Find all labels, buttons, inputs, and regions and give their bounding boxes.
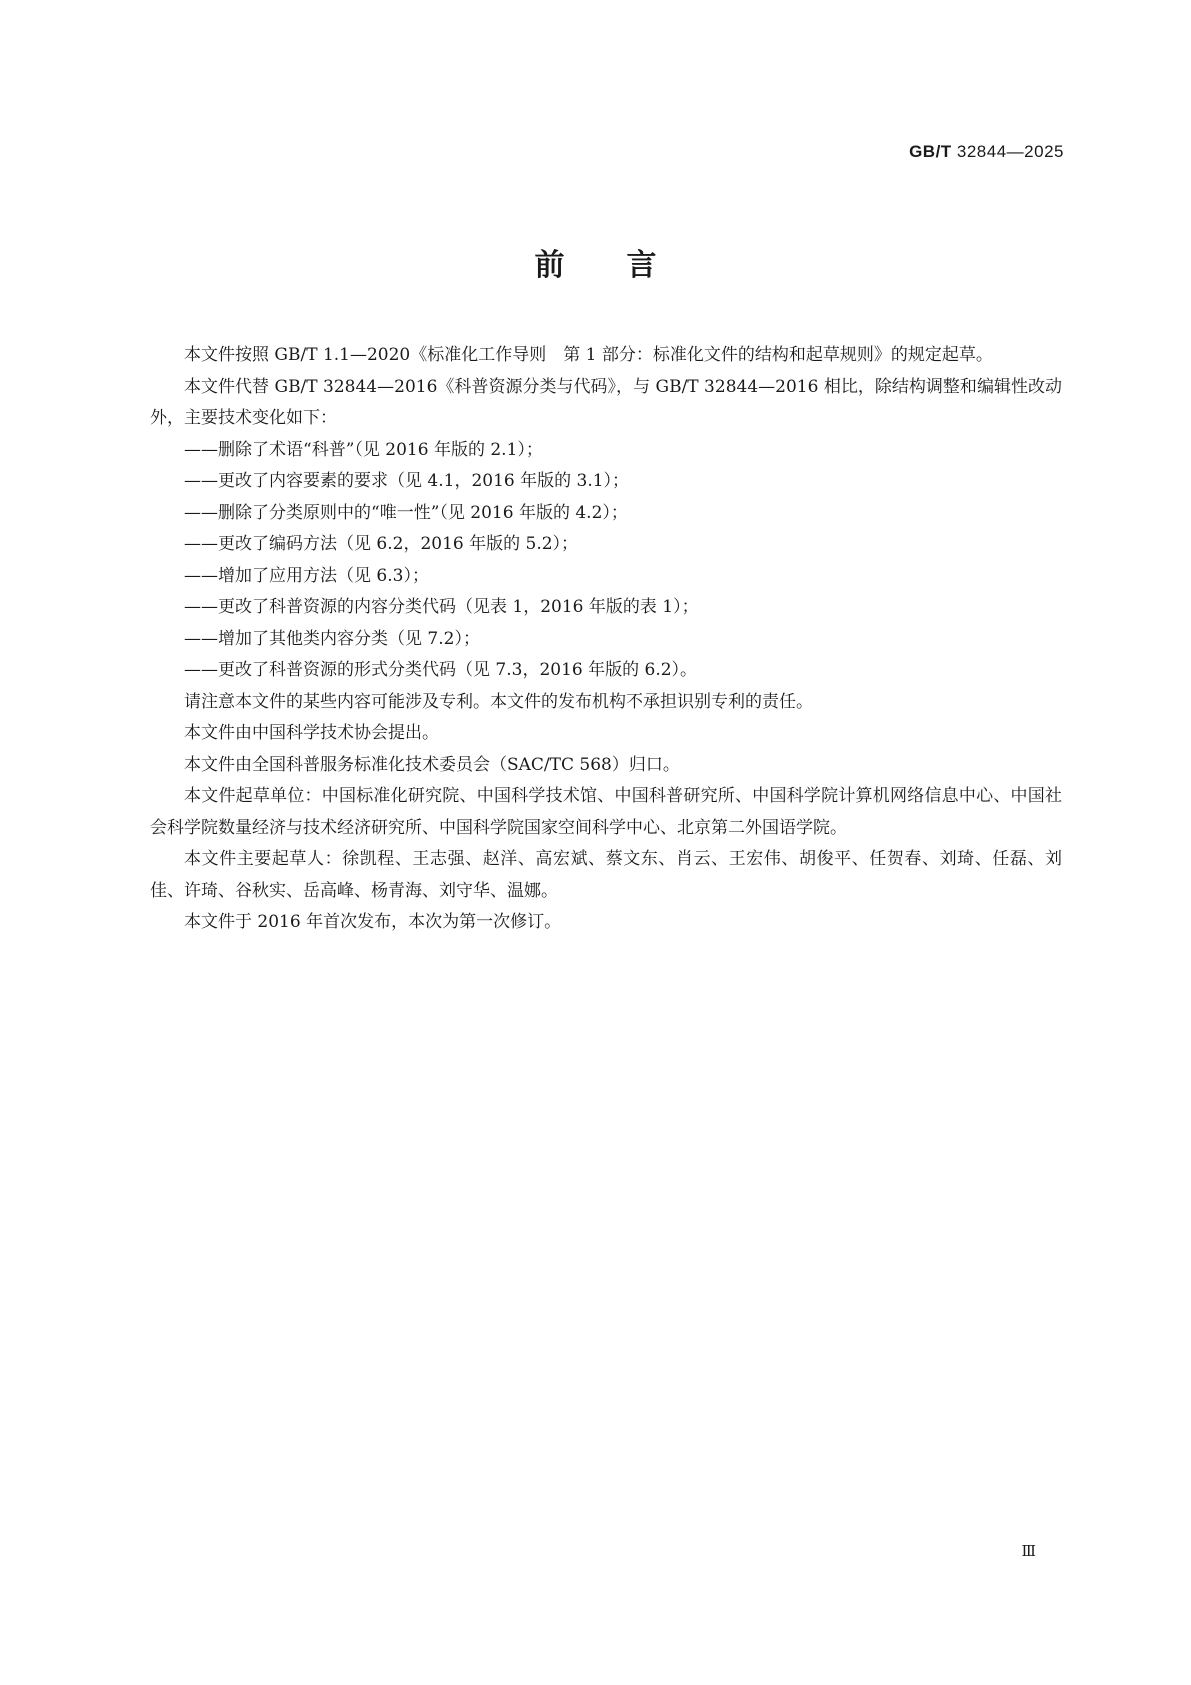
list-item-change: ——更改了编码方法（见 6.2，2016 年版的 5.2）； — [184, 534, 579, 554]
document-code-prefix: GB/T — [909, 142, 952, 161]
foreword-body — [150, 340, 1062, 939]
list-item-change: ——更改了科普资源的形式分类代码（见 7.3，2016 年版的 6.2）。 — [184, 660, 698, 680]
list-item-change: ——删除了术语“科普”（见 2016 年版的 2.1）； — [184, 439, 543, 460]
paragraph-history: 本文件于 2016 年首次发布，本次为第一次修订。 — [184, 912, 562, 932]
paragraph-proposer: 本文件由中国科学技术协会提出。 — [184, 723, 439, 743]
page-title: 前言 — [534, 248, 719, 283]
list-item-change: ——更改了内容要素的要求（见 4.1，2016 年版的 3.1）； — [184, 471, 630, 491]
paragraph-committee: 本文件由全国科普服务标准化技术委员会（SAC/TC 568）归口。 — [184, 754, 680, 775]
document-code-number: 32844—2025 — [951, 142, 1064, 161]
paragraph-replacement: 本文件代替 GB/T 32844—2016《科普资源分类与代码》，与 GB/T 32844—2016 相比，除结构调整和编辑性改动外，主要技术变化如下： — [150, 376, 1062, 428]
document-code — [909, 142, 1064, 162]
list-item-change: ——增加了其他类内容分类（见 7.2）； — [184, 628, 480, 649]
paragraph-drafting-units: 本文件起草单位：中国标准化研究院、中国科学技术馆、中国科普研究所、中国科学院计算机网络信息中心、中国社会科学院数量经济与技术经济研究所、中国科学院国家空间科学中心、北京第二外国语学院。 — [150, 786, 1062, 838]
list-item-change: ——更改了科普资源的内容分类代码（见表 1，2016 年版的表 1）； — [184, 597, 699, 617]
list-item-change: ——增加了应用方法（见 6.3）； — [184, 565, 429, 586]
paragraph-drafting-rules: 本文件按照 GB/T 1.1—2020《标准化工作导则 第 1 部分：标准化文件的结构和起草规则》的规定起草。 — [184, 345, 993, 365]
paragraph-drafters: 本文件主要起草人：徐凯程、王志强、赵洋、高宏斌、蔡文东、肖云、王宏伟、胡俊平、任贺春、刘琦、任磊、刘佳、许琦、谷秋实、岳高峰、杨青海、刘守华、温娜。 — [150, 849, 1062, 901]
page-number: Ⅲ — [1021, 1542, 1036, 1560]
paragraph-patent-notice: 请注意本文件的某些内容可能涉及专利。本文件的发布机构不承担识别专利的责任。 — [184, 691, 813, 712]
list-item-change: ——删除了分类原则中的“唯一性”（见 2016 年版的 4.2）； — [184, 502, 628, 523]
